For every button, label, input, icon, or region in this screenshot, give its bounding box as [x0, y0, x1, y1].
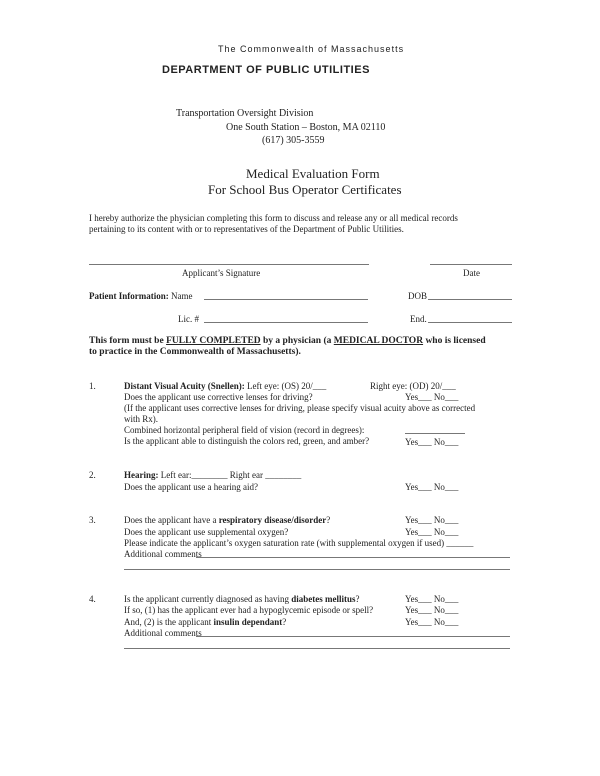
- department-heading: DEPARTMENT OF PUBLIC UTILITIES: [162, 64, 370, 76]
- q4-diab-post: ?: [355, 594, 360, 604]
- q1-lenses-question: Does the applicant use corrective lenses for driving?: [124, 392, 313, 402]
- q3-resp-bold: respiratory disease/disorder: [218, 515, 327, 525]
- q4-diabetes-question: [124, 594, 359, 604]
- q1-note-line2: with Rx).: [124, 414, 159, 424]
- q3-comments-line2[interactable]: [124, 569, 510, 570]
- authorization-line1: I hereby authorize the physician completing this form to discuss and release any or all medical records: [89, 213, 458, 223]
- q2-ears[interactable]: Left ear:________ Right ear ________: [158, 470, 302, 480]
- q4-comments-label: Additional comments: [124, 628, 202, 638]
- q4-ins-post: ?: [282, 617, 287, 627]
- notice-text-1: This form must be: [89, 336, 167, 346]
- endorsement-label: End.: [410, 314, 427, 324]
- date-line[interactable]: [430, 264, 512, 265]
- q4-comments-line1[interactable]: [196, 636, 510, 637]
- name-field[interactable]: [204, 299, 368, 300]
- q1-number: 1.: [89, 381, 96, 391]
- q4-hypoglycemic-question: If so, (1) has the applicant ever had a hypoglycemic episode or spell?: [124, 605, 374, 615]
- q3-resp-pre: Does the applicant have a: [124, 515, 219, 525]
- q3-comments-line1[interactable]: [196, 557, 510, 558]
- q2-number: 2.: [89, 470, 96, 480]
- q3-resp-post: ?: [326, 515, 331, 525]
- q4-number: 4.: [89, 594, 96, 604]
- license-field[interactable]: [204, 322, 368, 323]
- q1-colors-question: Is the applicant able to distinguish the colors red, green, and amber?: [124, 436, 370, 446]
- q4-insulin-answer[interactable]: Yes___ No___: [405, 617, 459, 627]
- q3-oxygen-question: Does the applicant use supplemental oxygen?: [124, 527, 289, 537]
- q2-title: Hearing:: [124, 470, 159, 480]
- q4-diab-pre: Is the applicant currently diagnosed as having: [124, 594, 292, 604]
- notice-text-2: by a physician (a: [260, 336, 334, 346]
- q3-oxygen-answer[interactable]: Yes___ No___: [405, 527, 459, 537]
- form-title-line2: For School Bus Operator Certificates: [208, 182, 402, 197]
- completion-notice-line2: to practice in the Commonwealth of Massachusetts).: [89, 347, 301, 357]
- q2-aid-question: Does the applicant use a hearing aid?: [124, 482, 258, 492]
- q3-respiratory-question: [124, 515, 330, 525]
- dob-field[interactable]: [428, 299, 512, 300]
- patient-name-row: [89, 291, 193, 301]
- notice-fully-completed: FULLY COMPLETED: [166, 336, 261, 346]
- signature-line[interactable]: [89, 264, 369, 265]
- q1-field-answer-line[interactable]: [405, 433, 465, 434]
- q1-colors-answer[interactable]: Yes___ No___: [405, 437, 459, 447]
- q2-aid-answer[interactable]: Yes___ No___: [405, 482, 459, 492]
- q4-insulin-question: [124, 617, 286, 627]
- q2-hearing-row: [124, 470, 301, 480]
- completion-notice: [89, 336, 486, 346]
- q4-hypoglycemic-answer[interactable]: Yes___ No___: [405, 605, 459, 615]
- q1-lenses-answer[interactable]: Yes___ No___: [405, 392, 459, 402]
- applicant-signature-label: Applicant’s Signature: [182, 268, 261, 278]
- dob-label: DOB: [408, 291, 428, 301]
- notice-text-3: who is licensed: [423, 336, 486, 346]
- notice-medical-doctor: MEDICAL DOCTOR: [333, 336, 424, 346]
- q1-left-eye[interactable]: Left eye: (OS) 20/___: [244, 381, 327, 391]
- patient-info-label: Patient Information:: [89, 291, 169, 301]
- q3-comments-label: Additional comments: [124, 549, 202, 559]
- q3-respiratory-answer[interactable]: Yes___ No___: [405, 515, 459, 525]
- q1-field-question: Combined horizontal peripheral field of vision (record in degrees):: [124, 425, 365, 435]
- q4-diabetes-answer[interactable]: Yes___ No___: [405, 594, 459, 604]
- q3-number: 3.: [89, 515, 96, 525]
- commonwealth-heading: The Commonwealth of Massachusetts: [218, 44, 405, 54]
- q4-comments-line2[interactable]: [124, 648, 510, 649]
- q1-note-line1: (If the applicant uses corrective lenses for driving, please specify visual acuity above as corrected: [124, 403, 476, 413]
- division-phone: (617) 305-3559: [262, 135, 325, 146]
- q4-ins-pre: And, (2) is the applicant: [124, 617, 214, 627]
- division-address: One South Station – Boston, MA 02110: [226, 122, 386, 133]
- q1-acuity-row: [124, 381, 326, 391]
- endorsement-field[interactable]: [428, 322, 512, 323]
- q4-diab-bold: diabetes mellitus: [291, 594, 356, 604]
- date-label: Date: [463, 268, 480, 278]
- q4-ins-bold: insulin dependant: [213, 617, 283, 627]
- q1-right-eye[interactable]: Right eye: (OD) 20/___: [370, 381, 456, 391]
- form-title-line1: Medical Evaluation Form: [246, 166, 380, 181]
- name-label: Name: [171, 291, 193, 301]
- authorization-line2: pertaining to its content with or to representatives of the Department of Public Utilities.: [89, 224, 404, 234]
- q1-title: Distant Visual Acuity (Snellen):: [124, 381, 245, 391]
- division-name: Transportation Oversight Division: [176, 108, 314, 119]
- q3-saturation-question[interactable]: Please indicate the applicant’s oxygen saturation rate (with supplemental oxygen if used) ______: [124, 538, 474, 548]
- license-label: Lic. #: [178, 314, 199, 324]
